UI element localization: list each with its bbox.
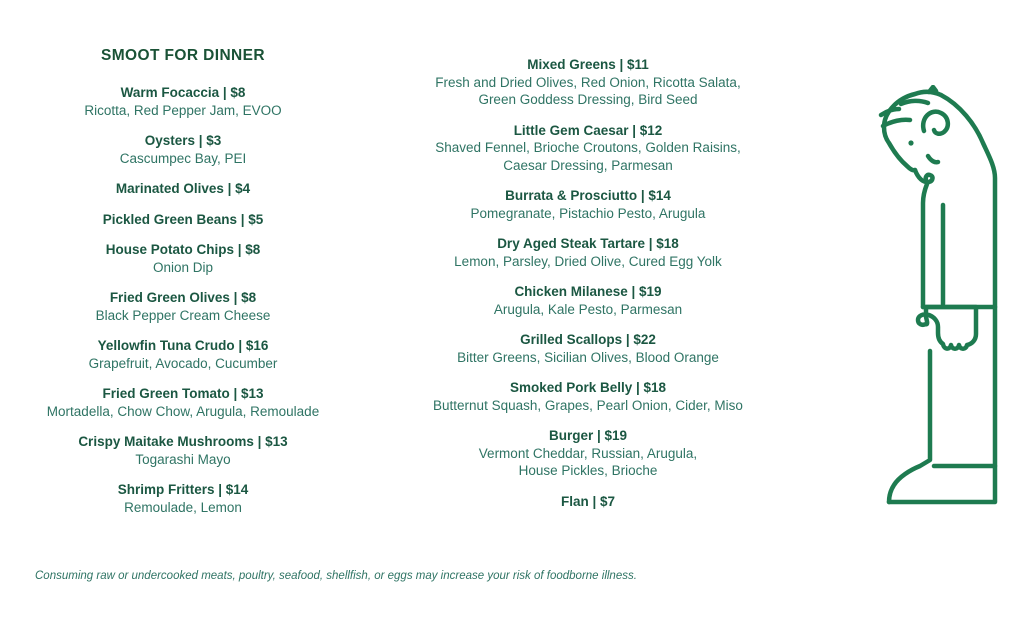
menu-item-description-line: Ricotta, Red Pepper Jam, EVOO [84, 102, 282, 118]
menu-item-description-line: Fresh and Dried Olives, Red Onion, Ricotta Salata, [435, 74, 741, 90]
menu-item [418, 187, 758, 222]
menu-item-description-line: Mortadella, Chow Chow, Arugula, Remoulade [46, 403, 320, 419]
menu-column-right [418, 56, 758, 523]
menu-item [418, 493, 758, 511]
menu-item-name: Burger | $19 [548, 428, 628, 443]
menu-item [418, 235, 758, 270]
menu-item-name: Little Gem Caesar | $12 [513, 122, 663, 138]
menu-item-name: Smoked Pork Belly | $18 [509, 380, 667, 395]
menu-item-description-line: Grapefruit, Avocado, Cucumber [88, 355, 278, 371]
menu-item [18, 132, 348, 167]
menu-item-description-line: Caesar Dressing, Parmesan [503, 157, 673, 173]
menu-item-name: Chicken Milanese | $19 [514, 284, 662, 299]
menu-item-description-line: Pomegranate, Pistachio Pesto, Arugula [470, 205, 706, 221]
menu-items-right [418, 56, 758, 510]
menu-item-description-line: Remoulade, Lemon [124, 499, 242, 515]
menu-item [18, 481, 348, 516]
menu-title: SMOOT FOR DINNER [101, 47, 265, 64]
menu-items-left [18, 84, 348, 516]
menu-item-description-line: Arugula, Kale Pesto, Parmesan [493, 301, 683, 317]
figure-pant-front [889, 351, 930, 502]
menu-item-name: Shrimp Fritters | $14 [117, 482, 249, 497]
menu-item-description-line: Butternut Squash, Grapes, Pearl Onion, Cider, Miso [433, 397, 743, 413]
disclaimer-text: Consuming raw or undercooked meats, poultry, seafood, shellfish, or eggs may increase your risk of foodborne illness. [35, 570, 637, 582]
menu-item-description-line: House Pickles, Brioche [518, 463, 658, 478]
menu-item-name: Burrata & Prosciutto | $14 [505, 188, 671, 203]
menu-item-name: Dry Aged Steak Tartare | $18 [497, 236, 679, 251]
menu-item-name: Mixed Greens | $11 [527, 57, 649, 72]
figure-mouth [928, 156, 938, 162]
menu-column-left [18, 46, 348, 529]
menu-item-name: House Potato Chips | $8 [105, 242, 261, 257]
menu-item-description-line: Togarashi Mayo [135, 451, 231, 467]
menu-item-description-line: Green Goddess Dressing, Bird Seed [478, 92, 698, 107]
menu-item-name: Fried Green Tomato | $13 [102, 386, 264, 401]
figure-hand [918, 307, 976, 349]
menu-item [418, 56, 758, 109]
menu-item-name: Oysters | $3 [144, 133, 222, 148]
menu-item [418, 427, 758, 480]
menu-item-description-line: Bitter Greens, Sicilian Olives, Blood Orange [457, 349, 719, 365]
menu-item-description-line: Onion Dip [152, 259, 214, 275]
figure-chin-curl [915, 170, 933, 182]
menu-item-name: Grilled Scallops | $22 [520, 332, 656, 347]
menu-item [18, 84, 348, 119]
figure-torso-front [923, 184, 927, 307]
menu-item-name: Fried Green Olives | $8 [109, 290, 257, 305]
bowing-person-illustration [872, 85, 1007, 510]
menu-item [18, 241, 348, 276]
menu-item-description-line: Lemon, Parsley, Dried Olive, Cured Egg Yolk [454, 253, 722, 269]
menu-item [18, 289, 348, 324]
menu-item-description-line: Black Pepper Cream Cheese [95, 307, 271, 323]
menu-item-description-line: Vermont Cheddar, Russian, Arugula, [478, 445, 698, 461]
menu-item [418, 122, 758, 175]
menu-item-name: Crispy Maitake Mushrooms | $13 [78, 434, 288, 449]
menu-item-name: Flan | $7 [560, 493, 616, 509]
menu-item-name: Pickled Green Beans | $5 [102, 211, 264, 227]
menu-item [18, 180, 348, 198]
menu-item [418, 283, 758, 318]
menu-item-name: Marinated Olives | $4 [115, 181, 251, 196]
menu-item-name: Warm Focaccia | $8 [120, 85, 246, 100]
menu-item [18, 433, 348, 468]
menu-item [18, 337, 348, 372]
menu-item [18, 211, 348, 229]
menu-item-description-line: Shaved Fennel, Brioche Croutons, Golden Raisins, [435, 140, 741, 155]
figure-eye [908, 140, 913, 145]
menu-item-name: Yellowfin Tuna Crudo | $16 [97, 338, 269, 353]
menu-item [418, 379, 758, 414]
menu-item [18, 385, 348, 420]
figure-hair-stroke [901, 101, 928, 104]
figure-ear [923, 112, 948, 134]
figure-hair-stroke [881, 109, 899, 115]
menu-item-description-line: Cascumpec Bay, PEI [119, 150, 247, 166]
menu-item [418, 331, 758, 366]
bowing-person-icon [872, 85, 1007, 510]
